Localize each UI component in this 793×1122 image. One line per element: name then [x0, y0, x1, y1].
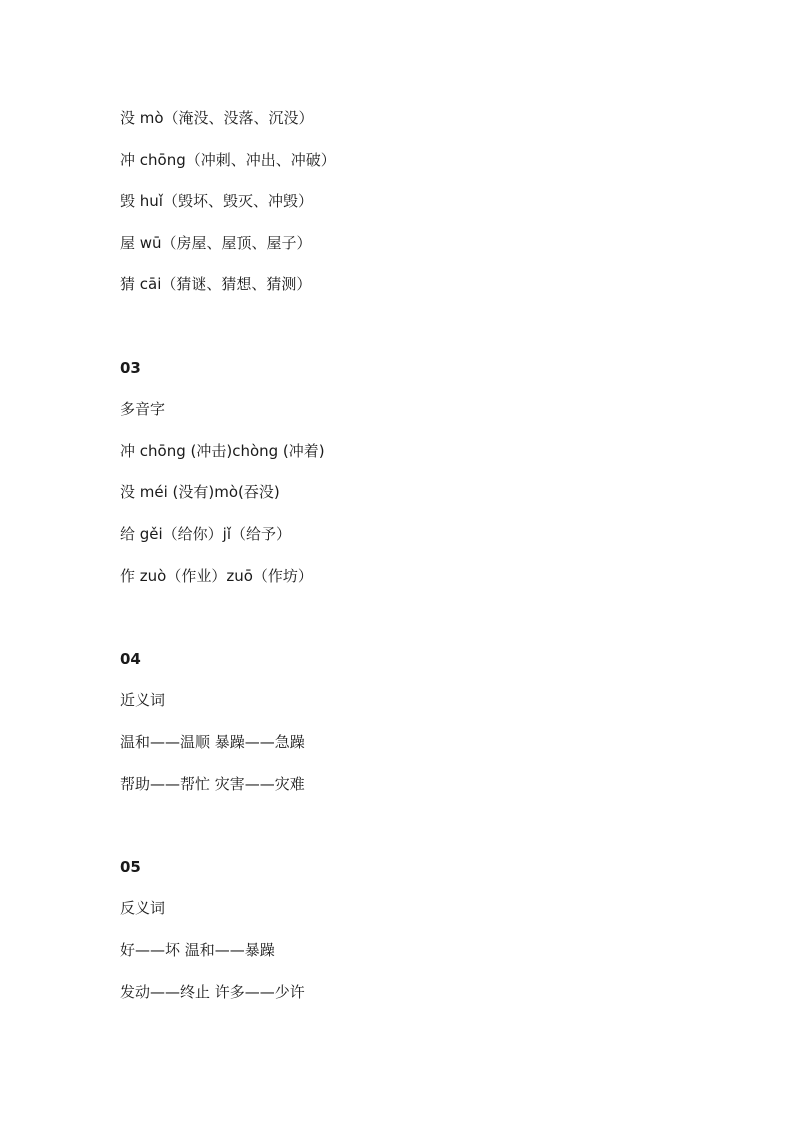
entry-line: 温和——温顺 暴躁——急躁: [120, 733, 305, 751]
section-title: 反义词: [120, 899, 166, 917]
section-title: 近义词: [120, 691, 166, 709]
entry-line: 帮助——帮忙 灾害——灾难: [120, 775, 305, 793]
entry-line: 冲 chōng (冲击)chòng (冲着): [120, 442, 325, 460]
entry-line: 没 mò（淹没、没落、沉没）: [120, 109, 314, 127]
entry-line: 作 zuò（作业）zuō（作坊）: [120, 567, 313, 585]
section-title: 多音字: [120, 400, 166, 418]
section-number: 04: [120, 650, 141, 668]
section-number: 05: [120, 858, 141, 876]
entry-line: 没 méi (没有)mò(吞没): [120, 483, 280, 501]
entry-line: 发动——终止 许多——少许: [120, 983, 305, 1001]
entry-line: 屋 wū（房屋、屋顶、屋子）: [120, 234, 312, 252]
entry-line: 给 gěi（给你）jǐ（给予）: [120, 525, 292, 543]
entry-line: 好——坏 温和——暴躁: [120, 941, 275, 959]
section-number: 03: [120, 359, 141, 377]
entry-line: 毁 huǐ（毁坏、毁灭、冲毁）: [120, 192, 313, 210]
entry-line: 冲 chōng（冲刺、冲出、冲破）: [120, 151, 336, 169]
entry-line: 猜 cāi（猜谜、猜想、猜测）: [120, 275, 312, 293]
